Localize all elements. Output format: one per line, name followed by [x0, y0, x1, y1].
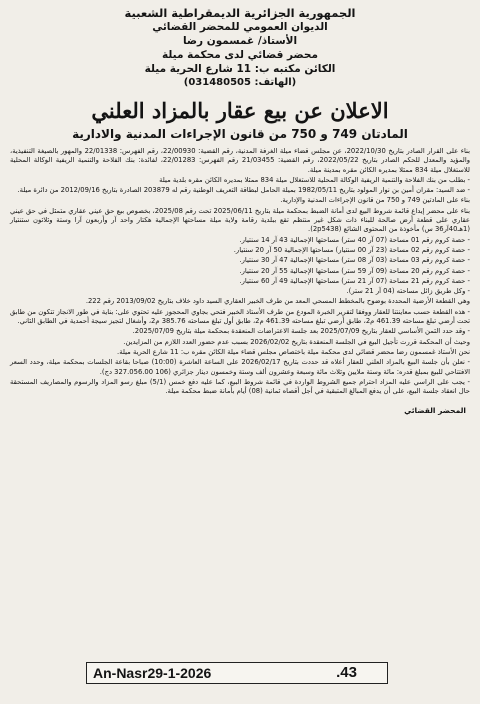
footer-publication: An-Nasr29-1-2026 — [93, 665, 212, 681]
paragraph: بناء على القرار الصادر بتاريخ 2022/10/30، عن مجلس قضاء ميلة الغرفة المدنية، رقم القضية: 22/00930، رقم الفهرس: 22/01338 والمهور بالصيغة التنفيذية، والمؤيد والمعدل للحكم الصادر بتاريخ 2022/05/22، رقم القضية: 21/03455 رقم الفهرس: 22/01283، لفائدة: بنك الفلاحة والتنمية الريفية الوكالة المحلية للاستغلال ميلة 834 ممثلا بمديره الكائن مقره بمدينة ميلة. — [10, 147, 470, 174]
paragraph: - بطلب من بنك الفلاحة والتنمية الريفية الوكالة المحلية للاستغلال ميلة 834 ممثلا بمديره الكائن مقره بلدية ميلة — [159, 175, 470, 184]
paragraph: - ضد السيد: مقران أمين بن نوار المولود بتاريخ 1982/05/11 بميلة الحامل لبطاقة التعريف الوطنية رقم له 203879 الصادرة بتاريخ 2012/09/16 من دائرة ميلة. — [17, 186, 470, 195]
header-address: الكائن مكتبه ب: 11 شارع الحرية ميلة — [144, 63, 336, 75]
parcel-item: - حصة كروم رقم 21 مساحة (07 آر 21 ستر) مساحتها الإجمالية 49 آر 60 سنتيار. — [239, 276, 470, 285]
paragraph: نحن الأستاذ غمسمون رضا محضر قضائي لدى محكمة ميلة باختصاص مجلس قضاء ميلة الكائن مقره ب: 11 شارع الحرية ميلة. — [117, 347, 470, 356]
paragraph: بناء على محضر إيداع قائمة شروط البيع لدى أمانة الضبط بمحكمة ميلة بتاريخ 2025/06/11 تحت رقم 2025/08، بخصوص بيع حق عيني عقاري متمثل في حق عيني عقاري على قطعة أرض صالحة للبناء ذات شكل غير منتظم تقع ببلدية رقامة ولاية ميلة مساحتها الإجمالية هكتار واحد آر وأربعون آرا وستة وثلاثون ستنتيار (1هـ40آر36 س) مأخوذة من المحتوى الشائع (2p5438). — [10, 206, 470, 234]
paragraph: - نعلن بأن جلسة البيع بالمزاد العلني للعقار أعلاه قد حددت بتاريخ 2026/02/17 على الساعة العاشرة (10:00) صباحا بقاعة الجلسات بمحكمة ميلة، وحدد السعر الافتتاحي للبيع بمبلغ قدره: مائة وستة ملايين وثلاث مائة وسبعة وعشرون ألف وستة وخمسون دينار جزائري (106 327.056.00 دج). — [10, 358, 471, 376]
header-phone: (الهاتف: 031480505) — [183, 77, 297, 88]
paragraph: وحيث أن المحكمة قررت تأجيل البيع في الجلسة المنعقدة بتاريخ 2026/02/02 بسبب عدم حضور العدد اللازم من المزايدين. — [123, 337, 470, 346]
footer-page-number: .43 — [336, 664, 357, 681]
notice-title: الاعلان عن بيع عقار بالمزاد العلني — [91, 98, 389, 123]
paragraph: - هذه القطعة حسب معاينتنا للعقار ووفقا لتقرير الخبرة المودع من طرف الأستاذ الخبير فتحي بجاوي المحجوز عليه تحتوي على: بناية في طور الانجاز تتكون من طابق تحت أرضي تبلغ مساحته 461.39 م2، طابق أرضي تبلغ مساحته 461.39 م2، طابق أول تبلغ مساحته 385.76 م2، وأشغال لتجيز سيجة أحمدية في الطابق الثاني. — [10, 307, 470, 326]
newspaper-footer — [86, 662, 388, 684]
notice-body — [8, 147, 472, 396]
notice-subtitle: المادتان 749 و 750 من قانون الإجراءات المدنية والادارية — [72, 127, 408, 141]
header-republic: الجمهورية الجزائرية الديمقراطية الشعبية — [124, 6, 356, 20]
header-bailiff-name: الأستاذ/ غمسمون رضا — [182, 35, 298, 47]
legal-notice-page — [8, 6, 472, 696]
paragraph: بناء على المادتين 749 و 750 من قانون الإجراءات المدنية والإدارية. — [280, 196, 470, 205]
parcel-item: - وكل طريق زائل مساحته (04 آر 21 ستر). — [346, 287, 470, 296]
parcel-item: - حصة كروم رقم 20 مساحة (09 آر 59 ستر) مساحتها الإجمالية 55 آر 20 سنتيار. — [239, 266, 470, 275]
parcel-item: - حصة كروم رقم 03 مساحة (03 آر 08 ستر) مساحتها الإجمالية 47 آر 30 سنتيار. — [239, 256, 470, 265]
signature-label: المحضر القضائي — [404, 406, 466, 416]
paragraph: - يجب على الراسي عليه المزاد احترام جميع الشروط الواردة في قائمة شروط البيع، كما عليه دفع خمس (5/1) مبلغ رسو المزاد والرسوم والمصاريف المستحقة حال انعقاد جلسة البيع، على أن يدفع المبالغ المتبقية في أجل أقصاه ثمانية (08) أيام بأمانة ضبط محكمة ميلة. — [10, 377, 470, 396]
parcel-item: - حصة كروم رقم 02 مساحة (23 آر 00 سنتيار) مساحتها الإجمالية 50 آر 20 سنتيار. — [233, 245, 470, 254]
header-office: الديوان العمومي للمحضر القضائي — [152, 21, 328, 33]
header-court: محضر قضائي لدى محكمة ميلة — [162, 49, 318, 61]
paragraph: - وقد حدد الثمن الأساسي للعقار بتاريخ 2025/07/09 بعد جلسة الاعتراضات المنعقدة بمحكمة ميلة بتاريخ 2025/07/09. — [132, 327, 470, 336]
paragraph: وهي القطعة الأرضية المحددة بوضوح بالمخطط المسحي المعد من طرف الخبير العقاري السيد داود خلاف بتاريخ 2013/09/02 رقم 222. — [85, 297, 470, 306]
letterhead — [8, 6, 472, 90]
parcel-item: - حصة كروم رقم 01 مساحة (07 آر 40 ستر) مساحتها الإجمالية 43 آر 14 سنتيار. — [239, 235, 470, 244]
